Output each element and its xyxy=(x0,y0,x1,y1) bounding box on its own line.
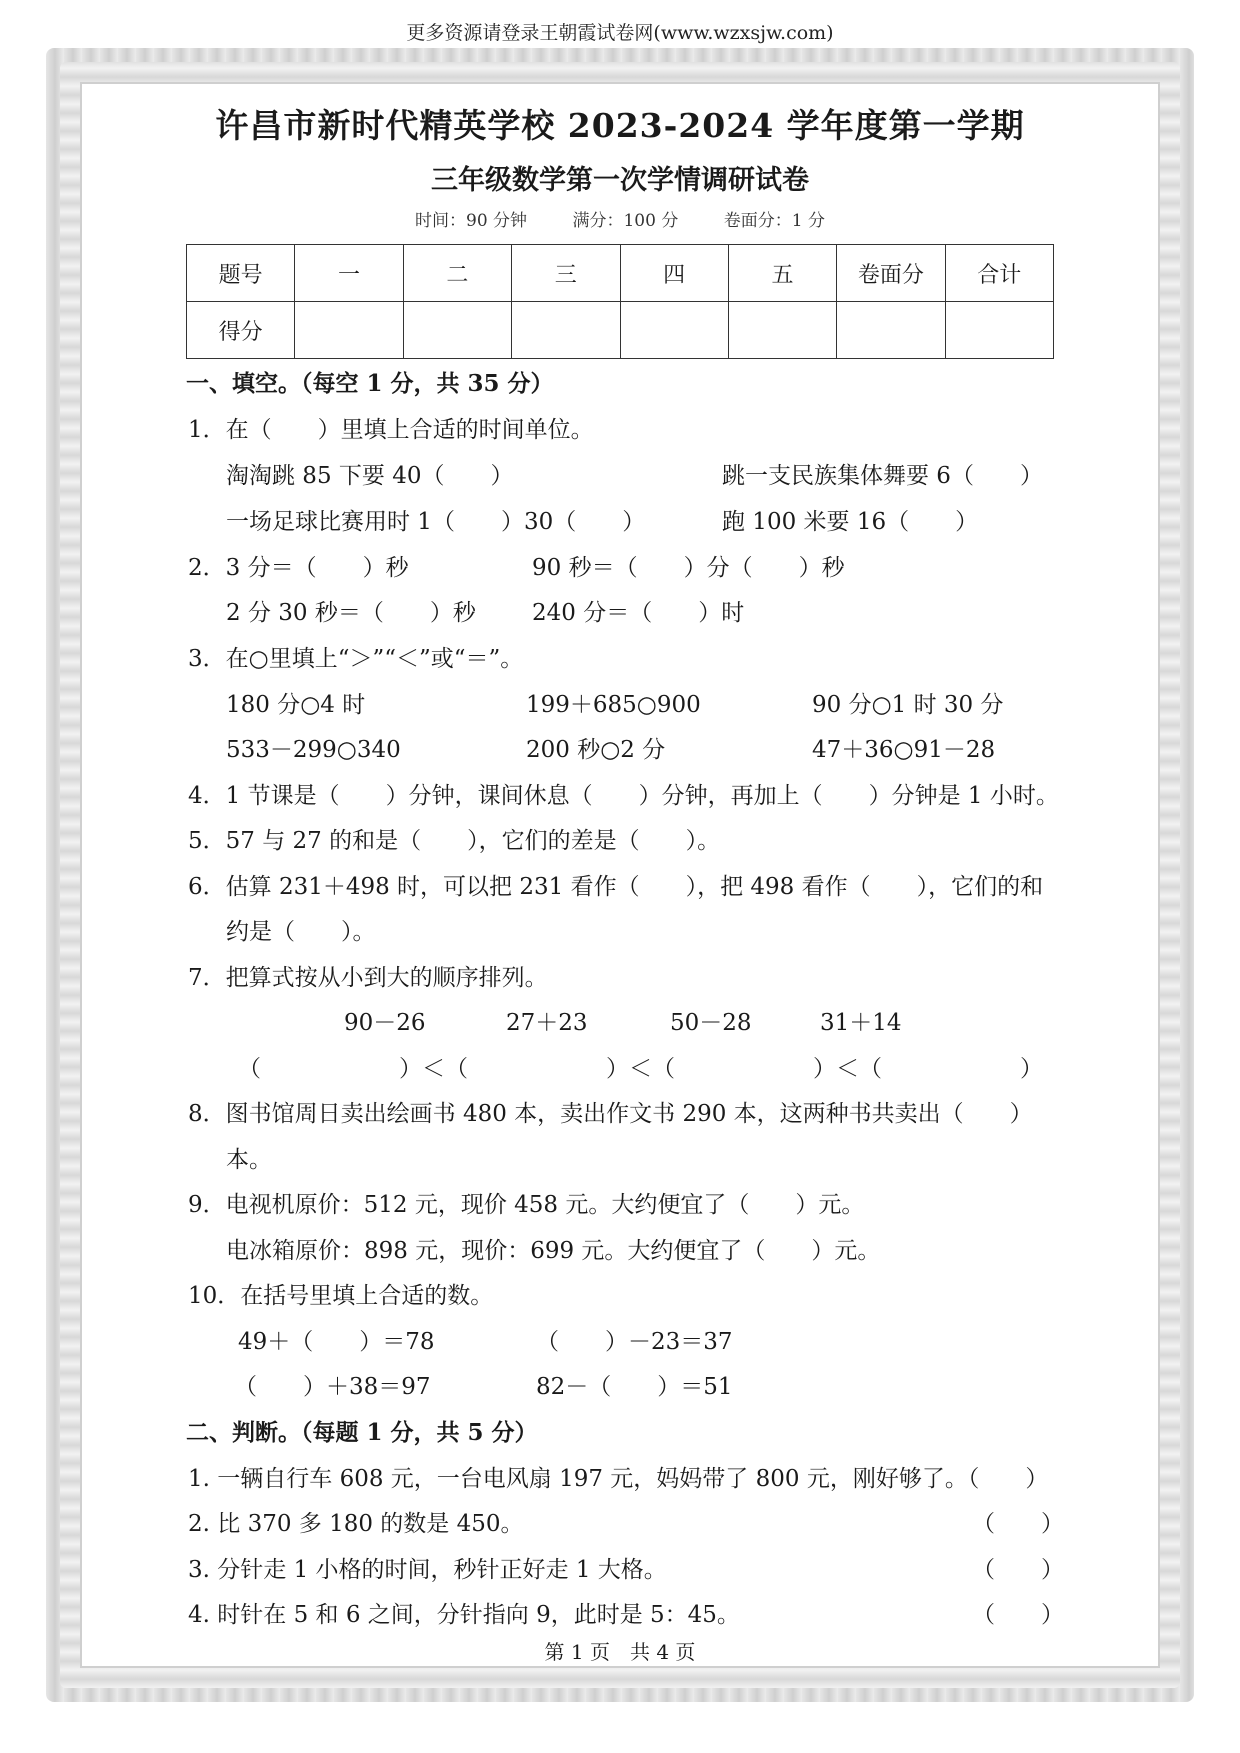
full-score: 满分：100 分 xyxy=(572,211,679,231)
header-cell: 四 xyxy=(620,245,728,302)
time-limit: 时间：90 分钟 xyxy=(415,211,528,231)
judgment-1: 1. 一辆自行车 608 元，一台电风扇 197 元，妈妈带了 800 元，刚好够了。（ ） xyxy=(188,1466,1049,1492)
question-3f: 47＋36○91－28 xyxy=(812,737,996,763)
question-3c: 90 分○1 时 30 分 xyxy=(812,692,1004,718)
question-3: 3．在○里填上“＞”“＜”或“＝”。 xyxy=(188,646,524,672)
row-label: 得分 xyxy=(187,302,295,359)
exam-title: 许昌市新时代精英学校 2023-2024 学年度第一学期 xyxy=(215,106,1025,145)
score-cell[interactable] xyxy=(295,302,403,359)
question-10d: 82－（ ）＝51 xyxy=(536,1374,733,1400)
question-1d: 跑 100 米要 16（ ） xyxy=(722,509,979,535)
question-3e: 200 秒○2 分 xyxy=(526,737,666,763)
question-3d: 533－299○340 xyxy=(226,737,401,763)
question-1: 1．在（ ）里填上合适的时间单位。 xyxy=(188,417,594,443)
score-table-score-row xyxy=(187,302,1054,359)
question-3b: 199＋685○900 xyxy=(526,692,701,718)
question-8: 8．图书馆周日卖出绘画书 480 本，卖出作文书 290 本，这两种书共卖出（ ） xyxy=(188,1101,1033,1127)
question-2b: 90 秒＝（ ）分（ ）秒 xyxy=(532,555,845,581)
score-table xyxy=(186,244,1054,359)
question-10: 10．在括号里填上合适的数。 xyxy=(188,1283,494,1309)
header-cell: 五 xyxy=(728,245,836,302)
question-10c: （ ）＋38＝97 xyxy=(234,1374,431,1400)
question-9b: 电冰箱原价：898 元，现价：699 元。大约便宜了（ ）元。 xyxy=(226,1238,881,1264)
q7-ordering-blanks: （ ）＜（ ）＜（ ）＜（ ） xyxy=(238,1056,1043,1082)
question-10a: 49＋（ ）＝78 xyxy=(238,1329,435,1355)
question-2d: 240 分＝（ ）时 xyxy=(532,600,745,626)
section-1-heading: 一、填空。（每空 1 分，共 35 分） xyxy=(186,370,554,397)
header-cell: 三 xyxy=(512,245,620,302)
question-2c: 2 分 30 秒＝（ ）秒 xyxy=(226,600,476,626)
question-9a: 9．电视机原价：512 元，现价 458 元。大约便宜了（ ）元。 xyxy=(188,1192,865,1218)
header-cell: 二 xyxy=(403,245,511,302)
q7-expression: 50－28 xyxy=(670,1010,752,1036)
page-number: 第 1 页 共 4 页 xyxy=(544,1640,696,1664)
q7-expression: 31＋14 xyxy=(820,1010,902,1036)
section-2-heading: 二、判断。（每题 1 分，共 5 分） xyxy=(186,1419,538,1446)
question-2a: 2．3 分＝（ ）秒 xyxy=(188,555,409,581)
judgment-2-answer-blank[interactable]: （ ） xyxy=(972,1511,1064,1537)
question-1b: 跳一支民族集体舞要 6（ ） xyxy=(722,463,1043,489)
score-cell[interactable] xyxy=(728,302,836,359)
judgment-3: 3. 分针走 1 小格的时间，秒针正好走 1 大格。 xyxy=(188,1557,667,1583)
judgment-3-answer-blank[interactable]: （ ） xyxy=(972,1557,1064,1583)
neatness-score: 卷面分：1 分 xyxy=(723,211,825,231)
score-table-header-row xyxy=(187,245,1054,302)
question-4: 4．1 节课是（ ）分钟，课间休息（ ）分钟，再加上（ ）分钟是 1 小时。 xyxy=(188,783,1059,809)
judgment-4: 4. 时针在 5 和 6 之间，分针指向 9，此时是 5：45。 xyxy=(188,1602,740,1628)
question-6: 6．估算 231＋498 时，可以把 231 看作（ ），把 498 看作（ ），它们的和 xyxy=(188,874,1044,900)
exam-meta xyxy=(0,206,1240,231)
question-10b: （ ）－23＝37 xyxy=(536,1329,733,1355)
judgment-2: 2. 比 370 多 180 的数是 450。 xyxy=(188,1511,524,1537)
judgment-4-answer-blank[interactable]: （ ） xyxy=(972,1602,1064,1628)
q7-expression: 90－26 xyxy=(344,1010,426,1036)
header-cell: 一 xyxy=(295,245,403,302)
score-cell[interactable] xyxy=(403,302,511,359)
question-6-continued: 约是（ ）。 xyxy=(226,919,376,945)
question-1c: 一场足球比赛用时 1（ ）30（ ） xyxy=(226,509,646,535)
question-5: 5．57 与 27 的和是（ ），它们的差是（ ）。 xyxy=(188,828,721,854)
source-note: 更多资源请登录王朝霞试卷网(www.wzxsjw.com) xyxy=(406,22,834,44)
header-cell: 卷面分 xyxy=(837,245,945,302)
header-cell: 题号 xyxy=(187,245,295,302)
question-3a: 180 分○4 时 xyxy=(226,692,366,718)
score-cell[interactable] xyxy=(945,302,1053,359)
header-cell: 合计 xyxy=(945,245,1053,302)
question-7: 7．把算式按从小到大的顺序排列。 xyxy=(188,965,548,991)
score-cell[interactable] xyxy=(837,302,945,359)
q7-expression: 27＋23 xyxy=(506,1010,588,1036)
question-8-continued: 本。 xyxy=(226,1147,272,1173)
score-cell[interactable] xyxy=(512,302,620,359)
exam-subtitle: 三年级数学第一次学情调研试卷 xyxy=(431,165,809,196)
question-1a: 淘淘跳 85 下要 40（ ） xyxy=(226,463,514,489)
score-cell[interactable] xyxy=(620,302,728,359)
